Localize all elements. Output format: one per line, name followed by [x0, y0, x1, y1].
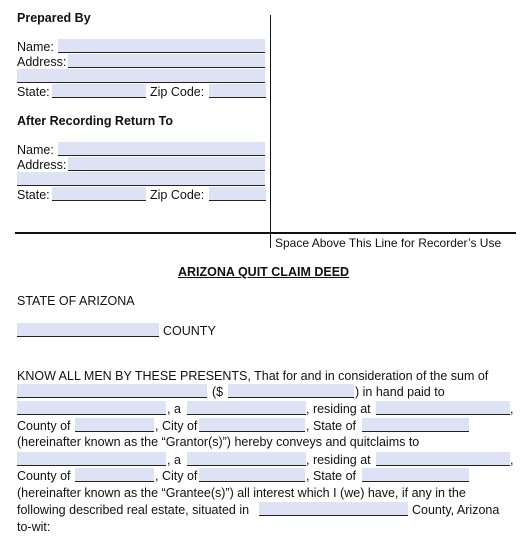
- grantee-a-text: , a: [167, 453, 181, 467]
- county-label: COUNTY: [163, 324, 216, 338]
- return-name-field[interactable]: [58, 142, 265, 156]
- grantee-comma: ,: [510, 453, 514, 467]
- state-line: STATE OF ARIZONA: [17, 294, 135, 308]
- grantee-county-field[interactable]: [75, 468, 154, 482]
- return-address-field[interactable]: [68, 157, 265, 171]
- return-name-label: Name:: [17, 143, 54, 157]
- grantor-comma: ,: [510, 402, 514, 416]
- grantor-city-field[interactable]: [199, 418, 305, 432]
- return-state-field[interactable]: [52, 187, 146, 201]
- return-state-label: State:: [17, 188, 50, 202]
- grantor-status-field[interactable]: [187, 401, 306, 415]
- vertical-divider: [270, 15, 271, 248]
- recorder-note: Space Above This Line for Recorder’s Use: [275, 236, 502, 250]
- hand-paid-text: ) in hand paid to: [355, 385, 445, 399]
- intro-text: KNOW ALL MEN BY THESE PRESENTS, That for and in consideration of the sum of: [17, 369, 489, 383]
- prepared-name-label: Name:: [17, 40, 54, 54]
- prepared-state-field[interactable]: [52, 84, 146, 98]
- grantee-status-field[interactable]: [187, 452, 306, 466]
- grantor-county-field[interactable]: [75, 418, 154, 432]
- grantor-residing-text: , residing at: [306, 402, 371, 416]
- prepared-address-field-2[interactable]: [17, 69, 265, 83]
- grantee-city-field[interactable]: [199, 468, 305, 482]
- grantor-clause: (hereinafter known as the “Grantor(s)”) hereby conveys and quitclaims to: [17, 435, 420, 449]
- grantor-name-field[interactable]: [17, 401, 166, 415]
- prepared-zip-label: Zip Code:: [150, 85, 205, 99]
- consideration-amount-field[interactable]: [228, 384, 354, 398]
- return-to-heading: After Recording Return To: [17, 114, 174, 128]
- grantor-address-field[interactable]: [376, 401, 510, 415]
- deed-title: ARIZONA QUIT CLAIM DEED: [178, 265, 350, 279]
- county-name-field[interactable]: [17, 323, 159, 337]
- property-county-field[interactable]: [259, 502, 408, 516]
- grantee-residing-text: , residing at: [306, 453, 371, 467]
- grantor-county-label: County of: [17, 419, 71, 433]
- prepared-address-field[interactable]: [68, 54, 265, 68]
- return-zip-label: Zip Code:: [150, 188, 205, 202]
- grantor-state-label: , State of: [306, 419, 357, 433]
- prepared-zip-field[interactable]: [209, 84, 266, 98]
- county-arizona-text: County, Arizona: [412, 503, 500, 517]
- to-wit-text: to-wit:: [17, 520, 51, 534]
- grantor-state-field[interactable]: [362, 418, 469, 432]
- grantee-county-label: County of: [17, 469, 71, 483]
- return-address-label: Address:: [17, 158, 67, 172]
- prepared-name-field[interactable]: [58, 39, 265, 53]
- recorder-line: [15, 232, 516, 234]
- grantor-a-text: , a: [167, 402, 181, 416]
- prepared-address-label: Address:: [17, 55, 67, 69]
- grantee-address-field[interactable]: [376, 452, 510, 466]
- grantee-state-field[interactable]: [362, 468, 469, 482]
- grantee-city-label: , City of: [155, 469, 198, 483]
- prepared-state-label: State:: [17, 85, 50, 99]
- consideration-words-field[interactable]: [17, 384, 207, 398]
- return-address-field-2[interactable]: [17, 172, 265, 186]
- grantee-name-field[interactable]: [17, 452, 166, 466]
- prepared-by-heading: Prepared By: [17, 11, 91, 25]
- grantee-clause: (hereinafter known as the “Grantee(s)”) all interest which I (we) have, if any in the: [17, 486, 466, 500]
- property-line: following described real estate, situated in: [17, 503, 250, 517]
- return-zip-field[interactable]: [209, 187, 266, 201]
- grantor-city-label: , City of: [155, 419, 198, 433]
- dollar-open: ($: [212, 385, 224, 399]
- grantee-state-label: , State of: [306, 469, 357, 483]
